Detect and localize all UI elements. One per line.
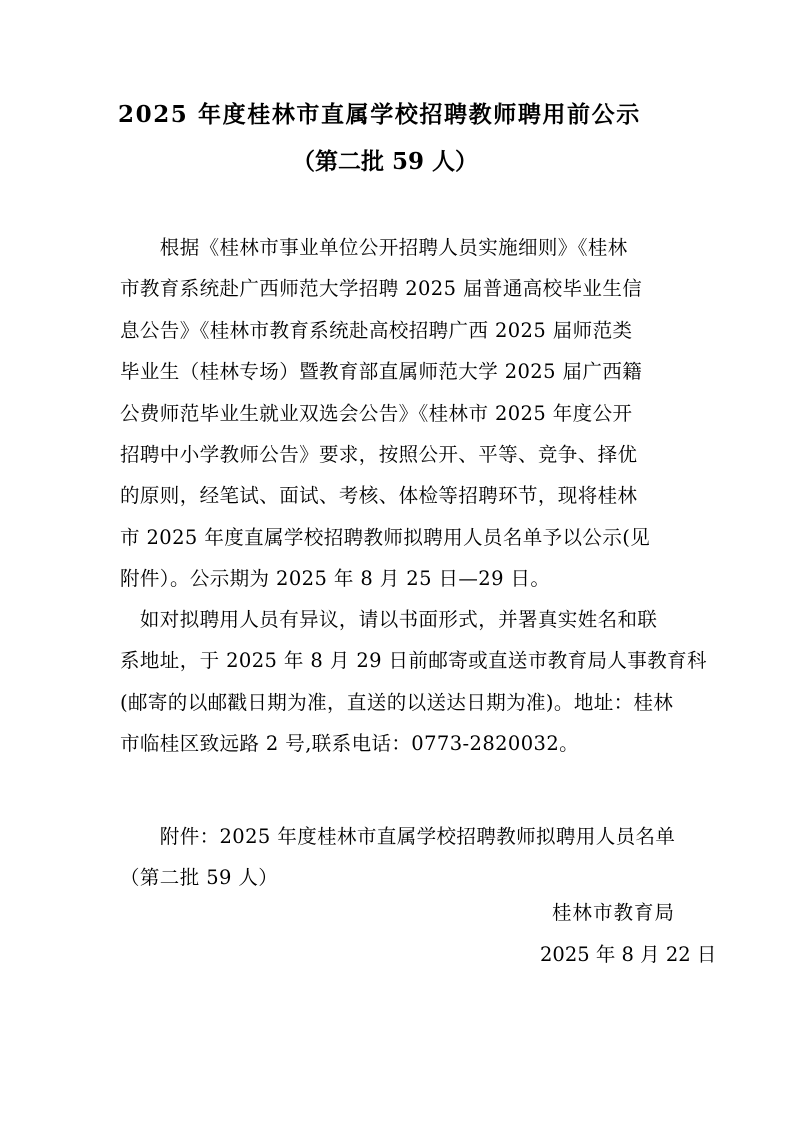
paragraph-line: 的原则，经笔试、面试、考核、体检等招聘环节，现将桂林 [120, 484, 638, 508]
document-title: 2025 年度桂林市直属学校招聘教师聘用前公示 [118, 101, 641, 128]
objection-paragraph [120, 599, 707, 765]
paragraph-line: 市 2025 年度直属学校招聘教师拟聘用人员名单予以公示(见 [120, 525, 651, 549]
paragraph-line: 招聘中小学教师公告》要求，按照公开、平等、竞争、择优 [120, 442, 638, 466]
paragraph-line: 如对拟聘用人员有异议，请以书面形式，并署真实姓名和联 [120, 608, 658, 631]
issuer-name: 桂林市教育局 [552, 901, 676, 924]
attachment-note [120, 816, 700, 899]
document-subtitle: （第二批 59 人） [292, 148, 479, 175]
attachment-line: （第二批 59 人） [120, 866, 279, 890]
paragraph-line: 公费师范毕业生就业双选会公告》《桂林市 2025 年度公开 [120, 401, 633, 425]
attachment-line: 附件：2025 年度桂林市直属学校招聘教师拟聘用人员名单 [120, 825, 676, 848]
paragraph-line: 市教育系统赴广西师范大学招聘 2025 届普通高校毕业生信 [120, 277, 643, 301]
paragraph-line: 系地址，于 2025 年 8 月 29 日前邮寄或直送市教育局人事教育科 [120, 649, 707, 673]
paragraph-line: 市临桂区致远路 2 号,联系电话：0773-2820032。 [120, 732, 580, 756]
paragraph-line: 毕业生（桂林专场）暨教育部直属师范大学 2025 届广西籍 [120, 360, 643, 384]
announcement-paragraph [120, 227, 700, 600]
paragraph-line: 附件）。公示期为 2025 年 8 月 25 日—29 日。 [120, 567, 551, 591]
issue-date: 2025 年 8 月 22 日 [540, 943, 717, 966]
paragraph-line: (邮寄的以邮戳日期为准，直送的以送达日期为准)。地址：桂林 [120, 690, 674, 714]
paragraph-line: 息公告》《桂林市教育系统赴高校招聘广西 2025 届师范类 [120, 318, 633, 342]
paragraph-line: 根据《桂林市事业单位公开招聘人员实施细则》《桂林 [120, 236, 628, 259]
